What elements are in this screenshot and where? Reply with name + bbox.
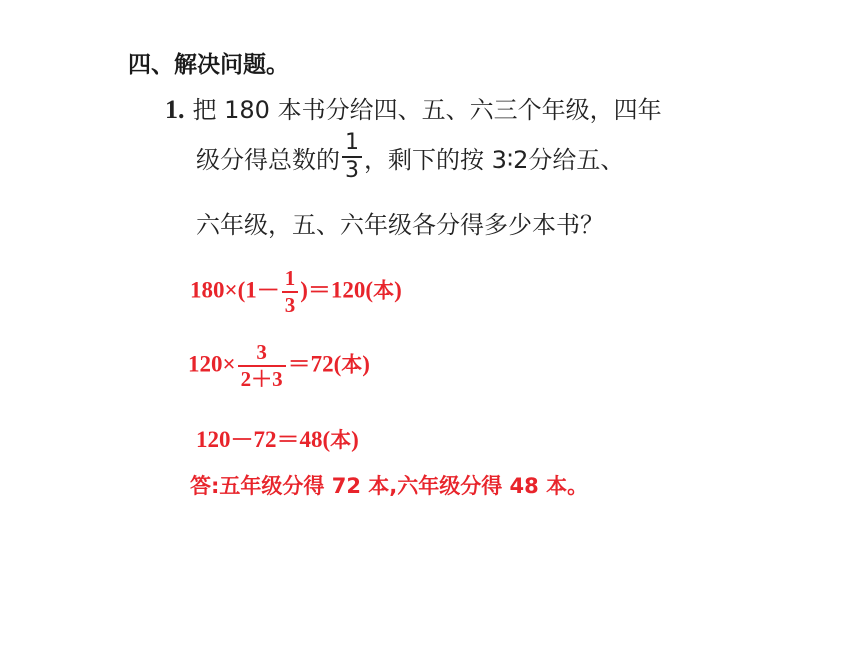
step1-unit: 本 bbox=[373, 278, 395, 303]
step1-fraction bbox=[282, 268, 299, 316]
step1-denominator: 3 bbox=[284, 293, 296, 317]
question-text-2a: 级分得总数的 bbox=[196, 146, 340, 174]
step2-numerator: 3 bbox=[238, 342, 286, 367]
question-text-3: 六年级，五、六年级各分得多少本书？ bbox=[196, 211, 604, 239]
step1-prefix: 180×(1－ bbox=[190, 277, 280, 303]
answer-step-1 bbox=[190, 268, 402, 316]
step2-unit: 本 bbox=[341, 352, 363, 377]
step2-fraction bbox=[238, 342, 286, 390]
step1-numerator: 1 bbox=[282, 268, 299, 293]
section-title: 四、解决问题。 bbox=[128, 52, 289, 78]
step2-prefix: 120× bbox=[188, 351, 236, 377]
answer-step-3 bbox=[196, 421, 359, 454]
final-answer-text: 答:五年级分得 72 本,六年级分得 48 本。 bbox=[190, 474, 589, 498]
answer-final bbox=[190, 470, 588, 500]
step3-close: ) bbox=[351, 427, 359, 452]
question-line-3 bbox=[196, 205, 604, 240]
step2-suffix: ＝72( bbox=[287, 351, 342, 377]
step3-unit: 本 bbox=[330, 428, 352, 452]
fraction-denominator: 3 bbox=[345, 158, 359, 183]
question-text-2b: ，剩下的按 3∶2分给五、 bbox=[364, 146, 625, 174]
question-text-1: 把 180 本书分给四、五、六三个年级，四年 bbox=[192, 96, 662, 124]
step1-suffix: )＝120( bbox=[300, 277, 374, 303]
step2-close: ) bbox=[362, 351, 370, 377]
fraction-numerator: 1 bbox=[342, 132, 362, 158]
question-fraction bbox=[342, 132, 362, 182]
step2-denominator: 2＋3 bbox=[240, 367, 283, 391]
step1-close: ) bbox=[394, 277, 402, 303]
question-line-1 bbox=[165, 90, 662, 125]
question-number: 1. bbox=[165, 95, 185, 124]
answer-step-2 bbox=[188, 342, 370, 390]
question-line-2 bbox=[196, 130, 625, 186]
step3-prefix: 120－72＝48( bbox=[196, 427, 331, 452]
